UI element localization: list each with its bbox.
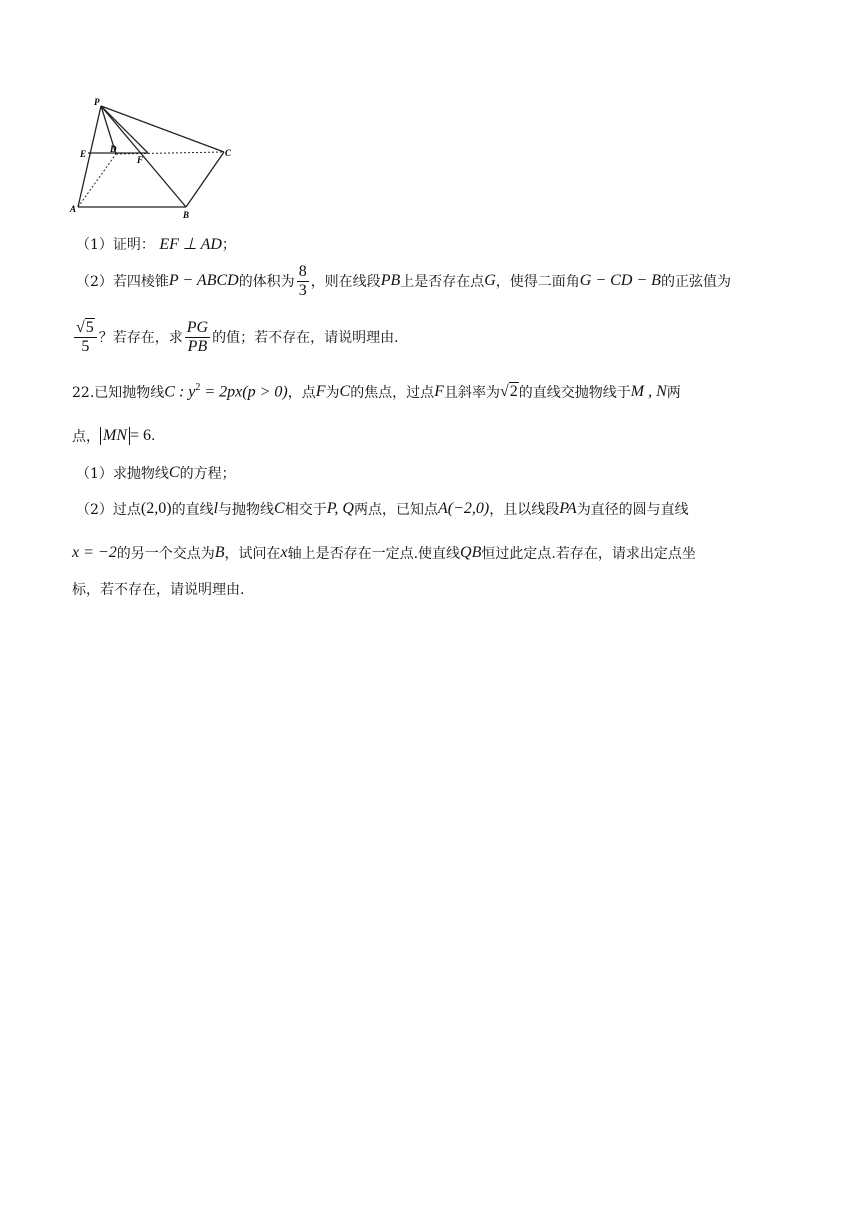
label-c: C [225, 148, 232, 158]
q22-part2-line2: x = −2 的另一个交点为 B ，试问在 x 轴上是否存在一定点.使直线 QB 恒过此定点.若存在，请求出定点坐 [72, 544, 696, 562]
q22-part2-line3: 标，若不存在，请说明理由. [72, 582, 245, 598]
q21-part1: （1）证明： EF ⊥ AD； [76, 236, 236, 253]
q22-part1: （1）求抛物线 C 的方程； [76, 464, 236, 482]
label-b: B [183, 210, 190, 220]
edge-pc [101, 106, 224, 152]
ratio-fraction: $\frac{PG}{PB}$ [186, 318, 209, 355]
q22-part2-line1: （2）过点 (2,0) 的直线 l 与抛物线 C 相交于 P, Q 两点，已知点 A(−2,0) ，且以线段 PA 为直径的圆与直线 [76, 500, 689, 518]
label-a: A [70, 204, 77, 214]
q22-stem-line2: 点， MN = 6 . [72, 427, 156, 445]
q21-part2-line1: （2）若四棱锥 P − ABCD 的体积为 $\frac{8}{3}$ ，则在线段 PB 上是否存在点 G ，使得二面角 G − CD − B 的正弦值为 [76, 262, 731, 299]
edge-bc [186, 152, 224, 207]
q21-part2-line2: $\frac{√5}{5}$ ？若存在，求 $\frac{PG}{PB}$ 的值；若不存在，请说明理由. [76, 318, 399, 355]
label-d: D [110, 144, 117, 154]
slope-sqrt: √2 [499, 383, 518, 400]
sine-value-fraction: $\frac{√5}{5}$ [74, 319, 97, 356]
label-e: E [80, 149, 87, 159]
volume-fraction: $\frac{8}{3}$ [298, 262, 307, 299]
q22-stem-line1: 22.已知抛物线 C : $y^2 = 2px(p > 0)$ ，点 F 为 C 的焦点，过点 F 且斜率为 √2 的直线交抛物线于 M , N 两 [72, 382, 681, 401]
pyramid-figure [66, 94, 246, 222]
label-p: P [94, 97, 100, 107]
label-f: F [137, 155, 144, 165]
